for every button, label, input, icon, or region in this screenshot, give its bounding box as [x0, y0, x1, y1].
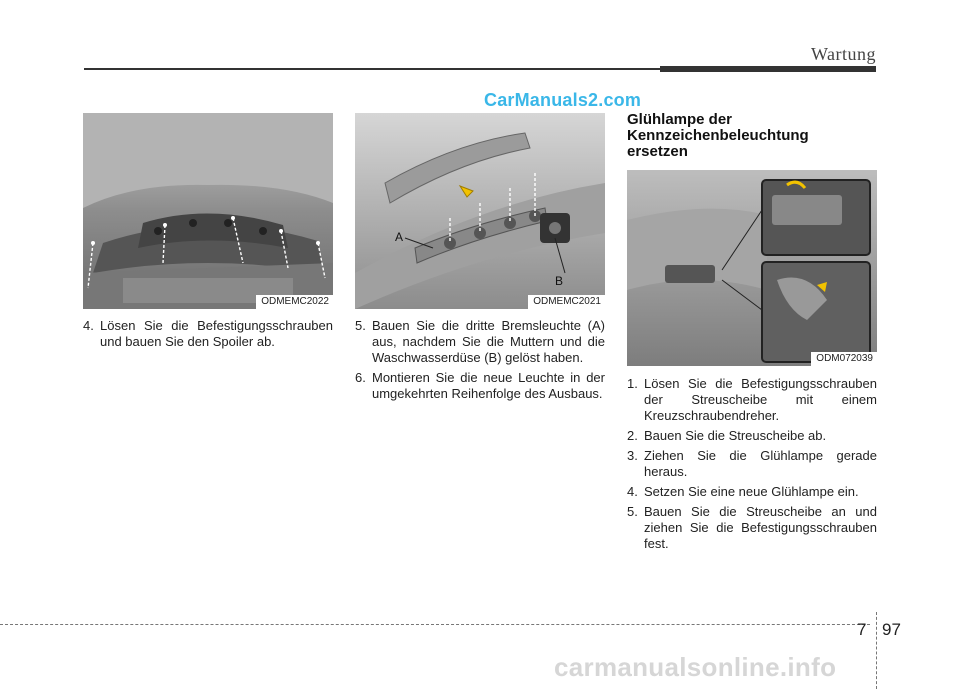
step-text: Setzen Sie eine neue Glühlampe ein.	[644, 484, 859, 499]
step	[355, 318, 605, 366]
step	[355, 370, 605, 402]
column-middle	[355, 318, 605, 406]
figure-license-lamp	[627, 170, 877, 366]
step	[627, 448, 877, 480]
spoiler-illustration	[83, 113, 333, 309]
figure-code: ODMEMC2022	[256, 295, 333, 309]
column-right-heading	[627, 112, 877, 160]
section-title: Wartung	[810, 44, 876, 64]
label-a: A	[395, 230, 404, 244]
figure-code: ODM072039	[811, 352, 877, 366]
footer-rule	[0, 624, 870, 625]
chapter-number: 7	[857, 620, 867, 639]
heading-line: ersetzen	[627, 143, 688, 160]
figure-code: ODMEMC2021	[528, 295, 605, 309]
step-text: Lösen Sie die Befestigungsschrauben der Streuscheibe mit einem Kreuzschraubendreher.	[644, 376, 877, 423]
license-lamp-illustration	[627, 170, 877, 366]
brake-light-illustration	[355, 113, 605, 309]
step	[627, 428, 877, 444]
label-b: B	[555, 274, 564, 288]
step-number: 2.	[627, 428, 638, 443]
step-number: 5.	[355, 318, 366, 333]
figure-spoiler-bolts	[83, 113, 333, 309]
step-text: Bauen Sie die Streuscheibe ab.	[644, 428, 827, 443]
step-text: Bauen Sie die dritte Bremsleuchte (A) aus, nachdem Sie die Muttern und die Waschwasserdüse (B) gelöst haben.	[372, 318, 605, 365]
heading-line: Kennzeichenbeleuchtung	[627, 127, 809, 144]
step-text: Montieren Sie die neue Leuchte in der umgekehrten Reihenfolge des Ausbaus.	[372, 370, 605, 401]
step-text: Lösen Sie die Befestigungsschrauben und bauen Sie den Spoiler ab.	[100, 318, 333, 349]
step	[627, 484, 877, 500]
step-text: Ziehen Sie die Glühlampe gerade heraus.	[644, 448, 877, 479]
step-number: 3.	[627, 448, 638, 463]
step	[627, 504, 877, 552]
step-text: Bauen Sie die Streuscheibe an und ziehen Sie die Befestigungsschrauben fest.	[644, 504, 877, 551]
step-number: 5.	[627, 504, 638, 519]
step-number: 1.	[627, 376, 638, 391]
figure-brake-light	[355, 113, 605, 309]
step	[627, 376, 877, 424]
column-left	[83, 318, 333, 354]
step	[83, 318, 333, 350]
footer-divider	[876, 612, 877, 689]
step-number: 4.	[627, 484, 638, 499]
header-rule-accent	[660, 66, 876, 72]
column-right	[627, 376, 877, 556]
watermark-carmanuals[interactable]: CarManuals2.com	[484, 90, 642, 110]
watermark-carmanualsonline[interactable]: carmanualsonline.info	[554, 652, 837, 682]
header-rule	[84, 68, 660, 70]
page-number: 97	[882, 620, 901, 639]
heading-line: Glühlampe der	[627, 111, 733, 128]
step-number: 6.	[355, 370, 366, 385]
step-number: 4.	[83, 318, 94, 333]
